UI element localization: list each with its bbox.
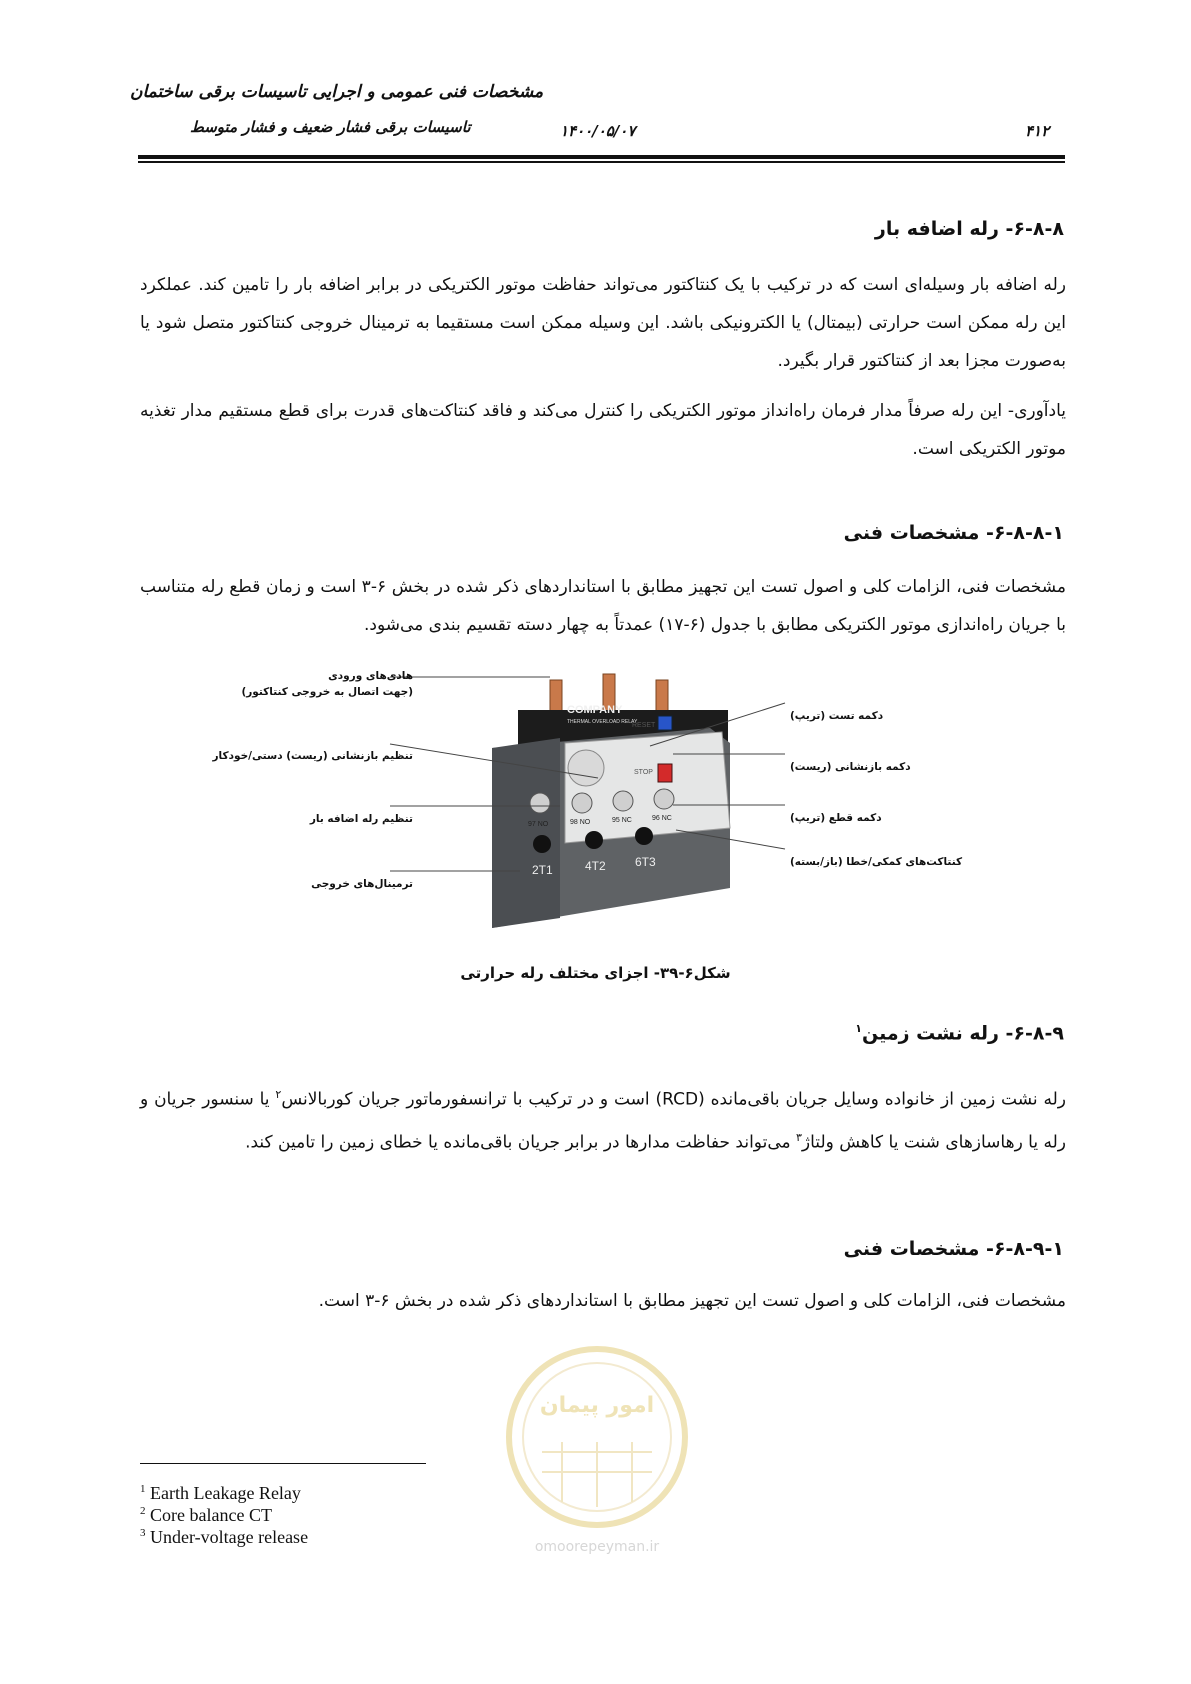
device-model: THERMAL OVERLOAD RELAY — [567, 719, 638, 725]
page-number: ۴۱۲ — [1025, 122, 1050, 140]
watermark-logo — [492, 1342, 702, 1557]
stop-button-red — [658, 764, 672, 782]
label-test-button: دکمه تست (تریپ) — [790, 710, 884, 722]
terminal-4t2: 4T2 — [585, 859, 606, 873]
label-stop-button: دکمه قطع (تریپ) — [790, 812, 882, 824]
device-stop-label: STOP — [634, 769, 653, 776]
footnote-text: Core balance CT — [150, 1505, 272, 1525]
footnote-number: 1 — [140, 1483, 146, 1495]
footnote-text: Under-voltage release — [150, 1527, 309, 1547]
paragraph-earth-leakage-specs: مشخصات فنی، الزامات کلی و اصول تست این تجهیز مطابق با استانداردهای ذکر شده در بخش ۶-۳ است. — [318, 1291, 1066, 1311]
footnote-2 — [140, 1505, 272, 1526]
device-brand: COMPANY — [567, 704, 623, 716]
section-heading-overload-relay: ۶-۸-۸- رله اضافه بار — [874, 218, 1064, 240]
document-subtitle: تاسیسات برقی فشار ضعیف و فشار متوسط — [190, 118, 471, 136]
paragraph-earth-leakage-description — [140, 1076, 1066, 1161]
label-reset-setting: تنظیم بازنشانی (ریست) دستی/خودکار — [212, 750, 413, 762]
label-output-terminals: ترمینال‌های خروجی — [311, 878, 413, 890]
watermark-url: omoorepeyman.ir — [534, 1539, 660, 1555]
subsection-heading-earth-leakage-specs: ۶-۸-۹-۱- مشخصات فنی — [843, 1238, 1064, 1260]
reset-button-blue — [658, 716, 672, 730]
footnote-mark-2: ۲ — [275, 1088, 282, 1101]
label-reset-button: دکمه بازنشانی (ریست) — [790, 761, 911, 773]
terminal-2t1: 2T1 — [532, 863, 553, 877]
paragraph-overload-specs: مشخصات فنی، الزامات کلی و اصول تست این تجهیز مطابق با استانداردهای ذکر شده در بخش ۶-۳ است و زمان قطع رله متناسب با جریان راه‌اندازی موتور الکتریکی مطابق با جدول (۶-۱۷) عمدتاً به چهار دسته تقسیم بندی می‌شود. — [140, 577, 1066, 635]
contact-97: 97 NO — [528, 821, 549, 828]
subsection-heading-overload-specs: ۶-۸-۸-۱- مشخصات فنی — [843, 522, 1064, 544]
document-date: ۱۴۰۰/۰۵/۰۷ — [560, 122, 636, 140]
footnote-3 — [140, 1527, 308, 1548]
paragraph-overload-relay-description: رله اضافه بار وسیله‌ای است که در ترکیب با یک کنتاکتور می‌تواند حفاظت موتور الکتریکی در برابر اضافه بار را تامین کند. عملکرد این رله ممکن است حرارتی (بیمتال) یا الکترونیکی باشد. این وسیله ممکن است مستقیما به ترمینال خروجی کنتاکتور متصل شود یا به‌صورت مجزا بعد از کنتاکتور قرار بگیرد. — [140, 275, 1066, 371]
watermark-brand: امور پیمان — [539, 1393, 655, 1418]
earth-leakage-text-part2: یا سنسور جریان و رله یا رهاسازهای شنت یا کاهش ولتاژ — [140, 1089, 1066, 1153]
contact-98: 98 NO — [570, 819, 591, 826]
thermal-relay-device — [492, 674, 730, 928]
earth-leakage-text-part1: رله نشت زمین از خانواده وسایل جریان باقی‌مانده (RCD) است و در ترکیب با ترانسفورماتور جریان کوربالانس — [281, 1089, 1066, 1110]
label-overload-setting: تنظیم رله اضافه بار — [309, 813, 413, 825]
paragraph-overload-relay-note: یادآوری- این رله صرفاً مدار فرمان راه‌انداز موتور الکتریکی را کنترل می‌کند و فاقد کنتاکت‌های قدرت برای قطع مستقیم مدار تغذیه موتور الکتریکی است. — [140, 401, 1066, 459]
figure-caption: شکل۶-۳۹- اجزای مختلف رله حرارتی — [460, 964, 731, 982]
contact-96: 96 NC — [652, 815, 672, 822]
earth-leakage-heading-text: ۶-۸-۹- رله نشت زمین — [861, 1022, 1064, 1045]
document-title: مشخصات فنی عمومی و اجرایی تاسیسات برقی ساختمان — [130, 82, 544, 102]
footnote-mark-3: ۳ — [796, 1130, 802, 1144]
footnote-1 — [140, 1483, 301, 1504]
footnote-mark-1: ۱ — [855, 1022, 862, 1035]
header-rule-thin — [138, 161, 1065, 163]
label-aux-contacts: کنتاکت‌های کمکی/خطا (باز/بسته) — [790, 856, 963, 868]
device-reset-label: RESET — [632, 722, 656, 729]
section-heading-earth-leakage-relay — [855, 1022, 1064, 1044]
footnote-rule — [140, 1463, 426, 1464]
earth-leakage-text-part3: می‌تواند حفاظت مدارها در برابر جریان باقی‌مانده یا خطای زمین را تامین کند. — [245, 1132, 796, 1153]
footnote-number: 3 — [140, 1527, 146, 1539]
contact-95: 95 NC — [612, 817, 632, 824]
footnote-number: 2 — [140, 1505, 146, 1517]
terminal-6t3: 6T3 — [635, 855, 656, 869]
label-input-heads: هادی‌های ورودی — [328, 670, 413, 682]
label-input-heads-note: (جهت اتصال به خروجی کنتاکتور) — [241, 686, 413, 698]
footnote-text: Earth Leakage Relay — [150, 1483, 301, 1503]
header-rule-thick — [138, 155, 1065, 159]
